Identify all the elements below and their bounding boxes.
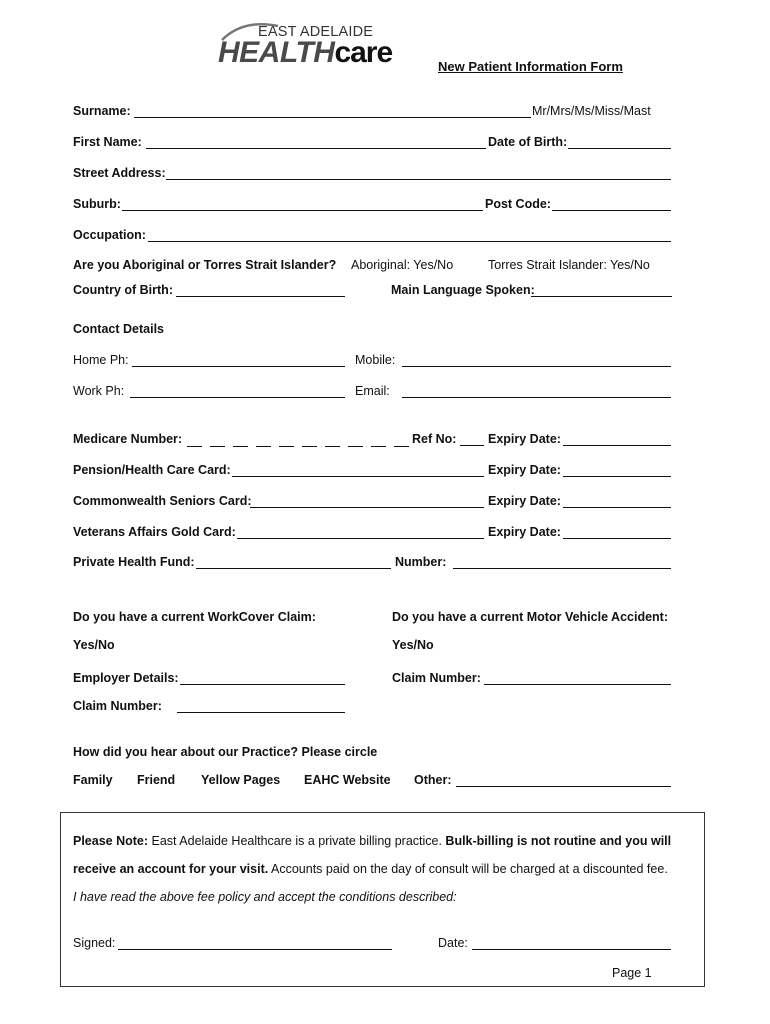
language-label: Main Language Spoken:	[391, 283, 535, 297]
pension-field[interactable]	[232, 476, 484, 477]
street-label: Street Address:	[73, 166, 166, 180]
medicare-label: Medicare Number:	[73, 432, 183, 446]
referral-website[interactable]: EAHC Website	[304, 773, 391, 787]
fund-number-field[interactable]	[453, 568, 671, 569]
medicare-digit[interactable]	[302, 446, 317, 447]
referral-yellow-pages[interactable]: Yellow Pages	[201, 773, 281, 787]
home-phone-label: Home Ph:	[73, 353, 129, 367]
workcover-question: Do you have a current WorkCover Claim:	[73, 610, 316, 624]
dob-field[interactable]	[568, 148, 671, 149]
medicare-digit[interactable]	[233, 446, 248, 447]
logo-main-text	[218, 36, 392, 70]
surname-label: Surname:	[73, 104, 131, 118]
medicare-digit[interactable]	[371, 446, 386, 447]
mva-claim-field[interactable]	[484, 684, 671, 685]
referral-other-label: Other:	[414, 773, 452, 787]
workcover-claim-label: Claim Number:	[73, 699, 162, 713]
mva-yes-no[interactable]: Yes/No	[392, 638, 434, 652]
pension-expiry-label: Expiry Date:	[488, 463, 561, 477]
note-bold-2: receive an account for your visit.	[73, 862, 269, 876]
fund-number-label: Number:	[395, 555, 447, 569]
medicare-digit[interactable]	[348, 446, 363, 447]
referral-family[interactable]: Family	[73, 773, 113, 787]
language-field[interactable]	[531, 296, 672, 297]
street-field[interactable]	[166, 179, 671, 180]
employer-label: Employer Details:	[73, 671, 179, 685]
seniors-label: Commonwealth Seniors Card:	[73, 494, 252, 508]
pension-expiry-field[interactable]	[563, 476, 671, 477]
ref-field[interactable]	[460, 445, 484, 446]
logo-care: care	[334, 36, 393, 69]
medicare-expiry-field[interactable]	[563, 445, 671, 446]
mobile-field[interactable]	[402, 366, 671, 367]
form-title: New Patient Information Form	[438, 59, 623, 74]
note-bold-1: Bulk-billing is not routine and you will	[445, 834, 672, 848]
mobile-label: Mobile:	[355, 353, 396, 367]
logo-health: HEALTH	[218, 36, 335, 69]
email-field[interactable]	[402, 397, 671, 398]
dob-label: Date of Birth:	[488, 135, 568, 149]
health-fund-field[interactable]	[196, 568, 391, 569]
referral-friend[interactable]: Friend	[137, 773, 176, 787]
suburb-label: Suburb:	[73, 197, 121, 211]
first-name-label: First Name:	[73, 135, 142, 149]
surname-field[interactable]	[134, 117, 531, 118]
first-name-field[interactable]	[146, 148, 486, 149]
occupation-label: Occupation:	[73, 228, 146, 242]
note-text-1: East Adelaide Healthcare is a private billing practice.	[148, 834, 446, 848]
ref-label: Ref No:	[412, 432, 457, 446]
note-label: Please Note:	[73, 834, 149, 848]
seniors-expiry-field[interactable]	[563, 507, 671, 508]
signed-label: Signed:	[73, 936, 116, 950]
pension-label: Pension/Health Care Card:	[73, 463, 231, 477]
workcover-yes-no[interactable]: Yes/No	[73, 638, 115, 652]
page-number: Page 1	[612, 966, 652, 980]
veterans-label: Veterans Affairs Gold Card:	[73, 525, 236, 539]
signature-field[interactable]	[118, 949, 392, 950]
medicare-digit[interactable]	[256, 446, 271, 447]
sign-date-label: Date:	[438, 936, 468, 950]
medicare-digit[interactable]	[279, 446, 294, 447]
medicare-digit[interactable]	[187, 446, 202, 447]
health-fund-label: Private Health Fund:	[73, 555, 195, 569]
note-text-2: Accounts paid on the day of consult will be charged at a discounted fee.	[268, 862, 668, 876]
atsi-question: Are you Aboriginal or Torres Strait Islander?	[73, 258, 337, 272]
contact-heading: Contact Details	[73, 322, 164, 336]
sign-date-field[interactable]	[472, 949, 671, 950]
medicare-expiry-label: Expiry Date:	[488, 432, 561, 446]
mva-claim-label: Claim Number:	[392, 671, 481, 685]
country-field[interactable]	[176, 296, 345, 297]
postcode-field[interactable]	[552, 210, 671, 211]
referral-other-field[interactable]	[456, 786, 671, 787]
medicare-digit[interactable]	[210, 446, 225, 447]
logo-top-text: EAST ADELAIDE	[258, 24, 374, 40]
veterans-expiry-label: Expiry Date:	[488, 525, 561, 539]
atsi-aboriginal-option[interactable]: Aboriginal: Yes/No	[351, 258, 454, 272]
employer-field[interactable]	[180, 684, 345, 685]
workcover-claim-field[interactable]	[177, 712, 345, 713]
mva-question: Do you have a current Motor Vehicle Accident:	[392, 610, 668, 624]
occupation-field[interactable]	[148, 241, 671, 242]
veterans-field[interactable]	[237, 538, 484, 539]
medicare-digit[interactable]	[325, 446, 340, 447]
medicare-digit[interactable]	[394, 446, 409, 447]
note-line-2	[73, 862, 668, 877]
suburb-field[interactable]	[122, 210, 483, 211]
country-label: Country of Birth:	[73, 283, 173, 297]
postcode-label: Post Code:	[485, 197, 551, 211]
note-line-1	[73, 834, 671, 849]
work-phone-label: Work Ph:	[73, 384, 125, 398]
seniors-expiry-label: Expiry Date:	[488, 494, 561, 508]
veterans-expiry-field[interactable]	[563, 538, 671, 539]
seniors-field[interactable]	[250, 507, 484, 508]
atsi-torres-option[interactable]: Torres Strait Islander: Yes/No	[488, 258, 650, 272]
work-phone-field[interactable]	[130, 397, 345, 398]
email-label: Email:	[355, 384, 390, 398]
referral-question: How did you hear about our Practice? Please circle	[73, 745, 378, 759]
accept-statement: I have read the above fee policy and accept the conditions described:	[73, 890, 457, 904]
title-options: Mr/Mrs/Ms/Miss/Mast	[532, 104, 651, 118]
home-phone-field[interactable]	[132, 366, 345, 367]
